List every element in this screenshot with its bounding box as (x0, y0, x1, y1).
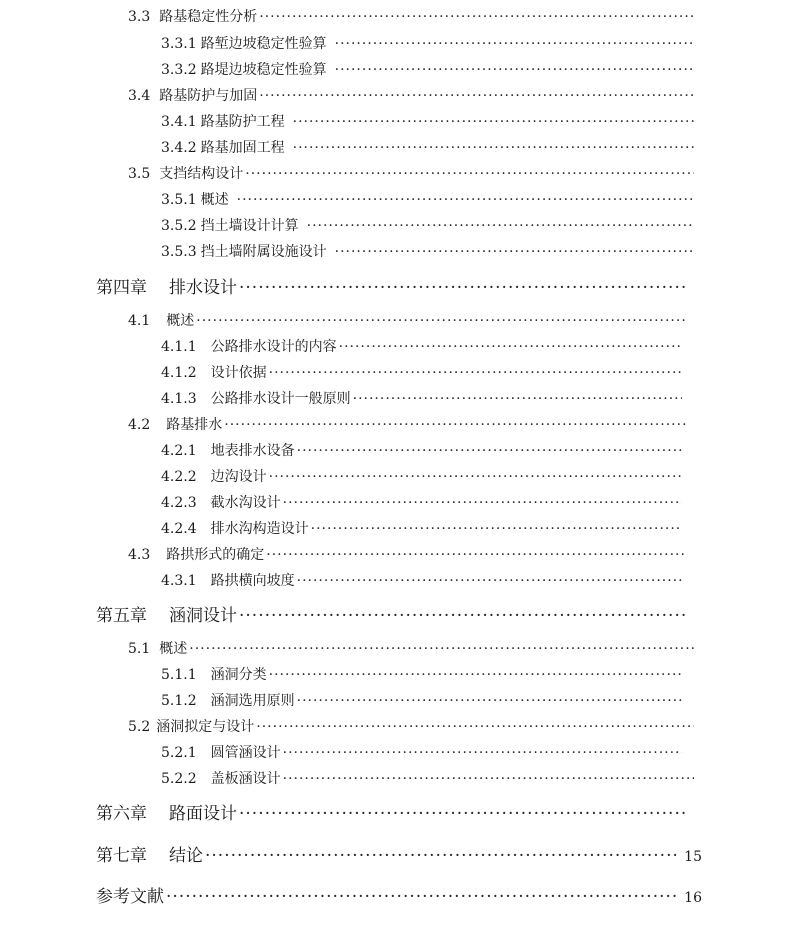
toc-entry-5-1-2[interactable] (161, 690, 690, 710)
toc-entry-4-1-3[interactable] (161, 388, 690, 408)
toc-number: 4.2.4 (161, 521, 197, 537)
toc-title: 路基排水 (166, 417, 223, 433)
toc-title: 设计依据 (210, 365, 267, 381)
toc-leader (269, 469, 682, 485)
toc-leader (237, 192, 694, 208)
toc-number: 5.2 (128, 719, 151, 735)
toc-title: 路基防护工程 (200, 114, 285, 130)
toc-leader (166, 887, 676, 907)
toc-leader (293, 140, 694, 156)
toc-leader (283, 495, 682, 511)
toc-leader (293, 114, 694, 130)
toc-entry-5-1[interactable] (128, 638, 702, 658)
toc-number: 4.2 (128, 417, 151, 433)
toc-number: 4.1.1 (161, 339, 197, 355)
toc-chapter-number: 第六章 (96, 804, 147, 824)
toc-entry-5-2[interactable] (128, 716, 702, 736)
toc-title: 涵洞分类 (210, 667, 267, 683)
toc-title: 圆管涵设计 (210, 745, 281, 761)
toc-number: 4.2.1 (161, 443, 197, 459)
toc-number: 4.2.3 (161, 495, 197, 511)
toc-entry-5-2-2[interactable] (161, 768, 702, 788)
toc-title: 路拱横向坡度 (210, 573, 295, 589)
toc-title: 挡土墙附属设施设计 (200, 244, 327, 260)
toc-leader (353, 391, 682, 407)
toc-leader (189, 641, 694, 657)
toc-leader (239, 606, 688, 626)
toc-entry-3-4[interactable] (128, 85, 702, 105)
toc-leader (239, 278, 688, 298)
toc-entry-4-3[interactable] (128, 544, 694, 564)
toc-title: 路面设计 (169, 804, 237, 824)
toc-entry-3-4-1[interactable] (161, 111, 702, 131)
toc-number: 4.2.2 (161, 469, 197, 485)
toc-leader (245, 166, 694, 182)
toc-references[interactable] (96, 882, 702, 907)
toc-leader (335, 36, 694, 52)
toc-entry-3-3-2[interactable] (161, 59, 702, 79)
toc-entry-3-5-2[interactable] (161, 215, 702, 235)
toc-leader (297, 443, 682, 459)
toc-number: 3.3 (128, 9, 151, 25)
toc-number: 5.2.2 (161, 771, 197, 787)
toc-title: 路堤边坡稳定性验算 (200, 62, 327, 78)
toc-entry-3-3[interactable] (128, 6, 702, 26)
toc-leader (335, 244, 694, 260)
toc-title: 排水设计 (169, 278, 237, 298)
toc-number: 5.1.2 (161, 693, 197, 709)
toc-chapter-number: 第四章 (96, 278, 147, 298)
toc-title: 盖板涵设计 (210, 771, 281, 787)
toc-number: 4.1.2 (161, 365, 197, 381)
toc-entry-3-5-1[interactable] (161, 189, 702, 209)
toc-title: 公路排水设计一般原则 (210, 391, 351, 407)
toc-leader (297, 693, 682, 709)
toc-leader (269, 667, 682, 683)
toc-leader (259, 88, 694, 104)
toc-title: 支挡结构设计 (159, 166, 244, 182)
toc-number: 3.5.2 (161, 218, 197, 234)
toc-number: 3.5.3 (161, 244, 197, 260)
toc-number: 4.3 (128, 547, 151, 563)
toc-leader (335, 62, 694, 78)
toc-number: 3.5 (128, 166, 151, 182)
toc-leader (269, 365, 682, 381)
toc-chapter-number: 第五章 (96, 606, 147, 626)
toc-number: 4.3.1 (161, 573, 197, 589)
toc-entry-4-2-3[interactable] (161, 492, 690, 512)
toc-page-number: 15 (684, 849, 702, 865)
toc-number: 3.3.1 (161, 36, 197, 52)
toc-title: 挡土墙设计计算 (200, 218, 299, 234)
toc-chapter-4[interactable] (96, 273, 696, 298)
toc-title: 涵洞选用原则 (210, 693, 295, 709)
toc-number: 5.1.1 (161, 667, 197, 683)
toc-number: 3.4 (128, 88, 151, 104)
toc-entry-4-1-2[interactable] (161, 362, 690, 382)
toc-leader (283, 771, 694, 787)
toc-page-number: 16 (684, 890, 702, 906)
toc-entry-3-5-3[interactable] (161, 241, 702, 261)
toc-entry-5-1-1[interactable] (161, 664, 690, 684)
toc-leader (283, 745, 682, 761)
toc-title: 参考文献 (96, 887, 164, 907)
toc-leader (239, 804, 688, 824)
toc-leader (297, 573, 682, 589)
toc-number: 3.3.2 (161, 62, 197, 78)
toc-leader (339, 339, 682, 355)
toc-title: 路基加固工程 (200, 140, 285, 156)
toc-chapter-6[interactable] (96, 799, 696, 824)
toc-entry-3-3-1[interactable] (161, 33, 702, 53)
toc-entry-4-2-1[interactable] (161, 440, 690, 460)
toc-title: 边沟设计 (210, 469, 267, 485)
toc-entry-4-3-1[interactable] (161, 570, 690, 590)
toc-title: 路基稳定性分析 (159, 9, 258, 25)
toc-title: 概述 (166, 313, 195, 329)
toc-number: 4.1.3 (161, 391, 197, 407)
toc-title: 排水沟构造设计 (210, 521, 309, 537)
toc-number: 5.1 (128, 641, 151, 657)
toc-leader (196, 313, 686, 329)
toc-number: 3.4.1 (161, 114, 197, 130)
toc-chapter-7[interactable] (96, 841, 702, 866)
toc-title: 概述 (200, 192, 229, 208)
toc-title: 概述 (159, 641, 188, 657)
toc-entry-3-4-2[interactable] (161, 137, 702, 157)
toc-title: 涵洞拟定与设计 (156, 719, 255, 735)
toc-title: 路堑边坡稳定性验算 (200, 36, 327, 52)
toc-title: 地表排水设备 (210, 443, 295, 459)
toc-entry-4-2-2[interactable] (161, 466, 690, 486)
toc-entry-3-5[interactable] (128, 163, 702, 183)
toc-title: 截水沟设计 (210, 495, 281, 511)
toc-number: 5.2.1 (161, 745, 197, 761)
toc-leader (307, 218, 694, 234)
toc-entry-4-2-4[interactable] (161, 518, 690, 538)
toc-entry-4-1[interactable] (128, 310, 694, 330)
toc-number: 4.1 (128, 313, 151, 329)
toc-leader (259, 9, 694, 25)
toc-chapter-5[interactable] (96, 601, 696, 626)
toc-title: 路基防护与加固 (159, 88, 258, 104)
toc-title: 公路排水设计的内容 (210, 339, 337, 355)
toc-leader (266, 547, 686, 563)
toc-entry-5-2-1[interactable] (161, 742, 690, 762)
toc-entry-4-2[interactable] (128, 414, 694, 434)
toc-leader (205, 846, 676, 866)
toc-title: 路拱形式的确定 (166, 547, 265, 563)
toc-chapter-number: 第七章 (96, 846, 147, 866)
toc-entry-4-1-1[interactable] (161, 336, 690, 356)
toc-leader (311, 521, 682, 537)
toc-title: 涵洞设计 (169, 606, 237, 626)
toc-title: 结论 (169, 846, 203, 866)
toc-number: 3.4.2 (161, 140, 197, 156)
toc-number: 3.5.1 (161, 192, 197, 208)
toc-leader (256, 719, 694, 735)
toc-leader (224, 417, 686, 433)
